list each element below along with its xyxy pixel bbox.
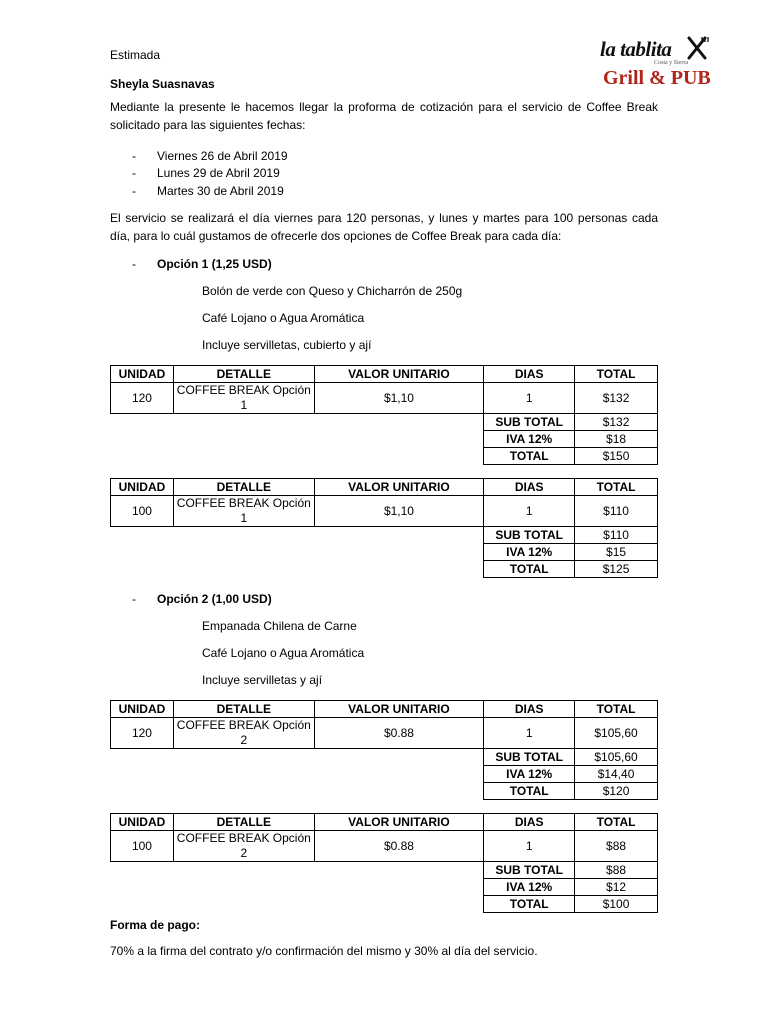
- table-header-row: [111, 701, 658, 718]
- option1-item: Incluye servilletas, cubierto y ají: [202, 338, 372, 352]
- label-subtotal: SUB TOTAL: [484, 414, 575, 431]
- cell-dias: 1: [484, 718, 575, 749]
- option2-item: Incluye servilletas y ají: [202, 673, 323, 687]
- service-paragraph: El servicio se realizará el día viernes para 120 personas, y lunes y martes para 100 personas cada día, para lo cuál gustamos de ofrecerle dos opciones de Coffee Break para cada día:: [110, 211, 658, 243]
- value-iva: $18: [575, 431, 658, 448]
- value-total: $150: [575, 448, 658, 465]
- cell-total: $110: [575, 496, 658, 527]
- cell-total: $88: [575, 831, 658, 862]
- header-valor-unitario: VALOR UNITARIO: [314, 701, 484, 718]
- header-dias: DIAS: [484, 479, 575, 496]
- label-total: TOTAL: [484, 896, 575, 913]
- label-total: TOTAL: [484, 561, 575, 578]
- value-iva: $12: [575, 879, 658, 896]
- header-detalle: DETALLE: [173, 701, 314, 718]
- label-iva: IVA 12%: [484, 766, 575, 783]
- list-item: Martes 30 de Abril 2019: [157, 184, 284, 198]
- label-subtotal: SUB TOTAL: [484, 527, 575, 544]
- header-valor-unitario: VALOR UNITARIO: [314, 814, 484, 831]
- header-unidad: UNIDAD: [111, 814, 174, 831]
- option1-title: Opción 1 (1,25 USD): [157, 257, 272, 271]
- option-bullet: -: [132, 257, 136, 271]
- cell-detalle: COFFEE BREAK Opción 1: [173, 496, 314, 527]
- header-unidad: UNIDAD: [111, 701, 174, 718]
- cell-detalle: COFFEE BREAK Opción 2: [173, 831, 314, 862]
- quote-table-option2-120: [110, 700, 658, 800]
- list-bullet: -: [132, 184, 136, 198]
- header-total: TOTAL: [575, 814, 658, 831]
- payment-terms: 70% a la firma del contrato y/o confirmación del mismo y 30% al día del servicio.: [110, 944, 538, 958]
- header-unidad: UNIDAD: [111, 479, 174, 496]
- cell-detalle: COFFEE BREAK Opción 1: [173, 383, 314, 414]
- table-row: [111, 383, 658, 414]
- total-row: [111, 448, 658, 465]
- subtotal-row: [111, 862, 658, 879]
- label-total: TOTAL: [484, 783, 575, 800]
- value-subtotal: $105,60: [575, 749, 658, 766]
- value-total: $125: [575, 561, 658, 578]
- header-detalle: DETALLE: [173, 479, 314, 496]
- quote-table-option1-120: [110, 365, 658, 465]
- greeting: Estimada: [110, 48, 161, 62]
- header-total: TOTAL: [575, 701, 658, 718]
- label-subtotal: SUB TOTAL: [484, 749, 575, 766]
- subtotal-row: [111, 414, 658, 431]
- list-item: Viernes 26 de Abril 2019: [157, 149, 288, 163]
- logo-name: la tablita: [600, 37, 672, 61]
- cell-valor: $1,10: [314, 496, 484, 527]
- cell-unidad: 120: [111, 383, 174, 414]
- option1-item: Bolón de verde con Queso y Chicharrón de 250g: [202, 284, 463, 298]
- value-total: $120: [575, 783, 658, 800]
- list-bullet: -: [132, 149, 136, 163]
- cell-valor: $1,10: [314, 383, 484, 414]
- cell-unidad: 100: [111, 831, 174, 862]
- label-total: TOTAL: [484, 448, 575, 465]
- label-iva: IVA 12%: [484, 431, 575, 448]
- cell-dias: 1: [484, 831, 575, 862]
- value-iva: $14,40: [575, 766, 658, 783]
- logo-grill-pub: Grill & PUB: [603, 67, 711, 89]
- table-row: [111, 718, 658, 749]
- cell-total: $132: [575, 383, 658, 414]
- table-header-row: [111, 366, 658, 383]
- recipient-name: Sheyla Suasnavas: [110, 77, 215, 91]
- option2-item: Café Lojano o Agua Aromática: [202, 646, 365, 660]
- option2-item: Empanada Chilena de Carne: [202, 619, 357, 633]
- cell-detalle: COFFEE BREAK Opción 2: [173, 718, 314, 749]
- header-detalle: DETALLE: [173, 814, 314, 831]
- header-total: TOTAL: [575, 479, 658, 496]
- option-bullet: -: [132, 592, 136, 606]
- label-subtotal: SUB TOTAL: [484, 862, 575, 879]
- iva-row: [111, 879, 658, 896]
- payment-title: Forma de pago:: [110, 918, 201, 932]
- total-row: [111, 783, 658, 800]
- option1-item: Café Lojano o Agua Aromática: [202, 311, 365, 325]
- cell-dias: 1: [484, 496, 575, 527]
- cell-dias: 1: [484, 383, 575, 414]
- header-dias: DIAS: [484, 701, 575, 718]
- header-valor-unitario: VALOR UNITARIO: [314, 366, 484, 383]
- table-row: [111, 496, 658, 527]
- label-iva: IVA 12%: [484, 544, 575, 561]
- cell-total: $105,60: [575, 718, 658, 749]
- iva-row: [111, 766, 658, 783]
- value-total: $100: [575, 896, 658, 913]
- header-dias: DIAS: [484, 366, 575, 383]
- option2-title: Opción 2 (1,00 USD): [157, 592, 272, 606]
- label-iva: IVA 12%: [484, 879, 575, 896]
- subtotal-row: [111, 749, 658, 766]
- table-row: [111, 831, 658, 862]
- iva-row: [111, 431, 658, 448]
- total-row: [111, 896, 658, 913]
- iva-row: [111, 544, 658, 561]
- list-item: Lunes 29 de Abril 2019: [157, 166, 280, 180]
- header-valor-unitario: VALOR UNITARIO: [314, 479, 484, 496]
- quote-table-option2-100: [110, 813, 658, 913]
- header-total: TOTAL: [575, 366, 658, 383]
- header-unidad: UNIDAD: [111, 366, 174, 383]
- list-bullet: -: [132, 166, 136, 180]
- table-header-row: [111, 479, 658, 496]
- header-dias: DIAS: [484, 814, 575, 831]
- company-logo: [598, 34, 710, 92]
- header-detalle: DETALLE: [173, 366, 314, 383]
- value-subtotal: $88: [575, 862, 658, 879]
- quote-table-option1-100: [110, 478, 658, 578]
- cell-unidad: 120: [111, 718, 174, 749]
- cell-unidad: 100: [111, 496, 174, 527]
- table-header-row: [111, 814, 658, 831]
- cell-valor: $0.88: [314, 831, 484, 862]
- subtotal-row: [111, 527, 658, 544]
- logo-tagline: Costa y Sierra: [654, 60, 688, 66]
- value-iva: $15: [575, 544, 658, 561]
- cell-valor: $0.88: [314, 718, 484, 749]
- value-subtotal: $132: [575, 414, 658, 431]
- fork-knife-icon: [685, 36, 709, 62]
- intro-paragraph: Mediante la presente le hacemos llegar la proforma de cotización para el servicio de Coffee Break solicitado para las siguientes fechas:: [110, 100, 658, 132]
- value-subtotal: $110: [575, 527, 658, 544]
- total-row: [111, 561, 658, 578]
